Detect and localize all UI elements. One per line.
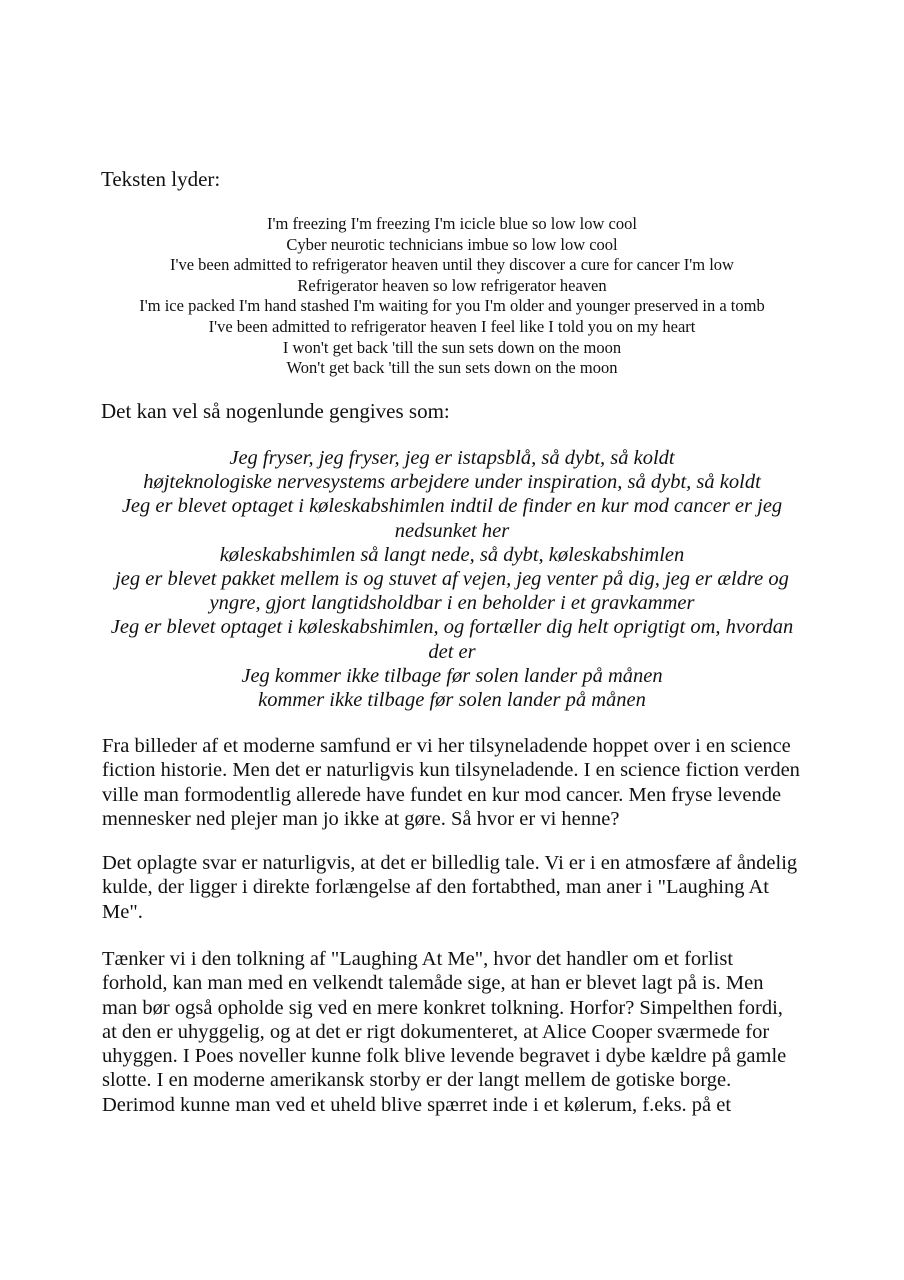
lyrics-line: I've been admitted to refrigerator heaven until they discover a cure for cancer I'm low <box>170 255 734 275</box>
lyrics-line: Cyber neurotic technicians imbue so low low cool <box>286 234 618 254</box>
translation-line: Jeg er blevet optaget i køleskabshimlen, og fortæller dig helt oprigtigt om, hvordan det er <box>110 616 794 663</box>
body-paragraph: Fra billeder af et moderne samfund er vi her tilsyneladende hoppet over i en science fiction historie. Men det er naturligvis kun tilsyneladende. I en science fiction verden ville man formodentlig allerede have fundet en kur mod cancer. Men fryse levende mennesker ned plejer man jo ikke at gøre. Så hvor er vi henne? <box>102 735 800 830</box>
lyrics-line: I'm ice packed I'm hand stashed I'm waiting for you I'm older and younger preserved in a tomb <box>139 296 765 316</box>
body-paragraph: Det oplagte svar er naturligvis, at det er billedlig tale. Vi er i en atmosfære af åndelig kulde, der ligger i direkte forlængelse af den fortabthed, man aner i "Laughing At Me". <box>102 852 798 923</box>
lyrics-line: I'm freezing I'm freezing I'm icicle blue so low low cool <box>267 214 637 233</box>
lyrics-line: I won't get back 'till the sun sets down on the moon <box>282 337 622 357</box>
body-paragraph: Tænker vi i den tolkning af "Laughing At Me", hvor det handler om et forlist forhold, kan man med en velkendt talemåde sige, at han er blevet lagt på is. Men man bør også opholde sig ved en mere konkret tolkning. Horfor? Simpelthen fordi, at den er uhyggelig, og at det er rigt dokumenteret, at Alice Cooper sværmede for uhyggen. I Poes noveller kunne folk blive levende begravet i dybe kældre på gamle slotte. I en moderne amerikansk storby er der langt mellem de gotiske borge. Derimod kunne man ved et uheld blive spærret inde i et kølerum, f.eks. på et <box>102 948 787 1116</box>
translation-line: køleskabshimlen så langt nede, så dybt, køleskabshimlen <box>219 543 685 566</box>
lyrics-line: I've been admitted to refrigerator heaven I feel like I told you on my heart <box>208 316 696 336</box>
translation-heading: Det kan vel så nogenlunde gengives som: <box>101 399 450 423</box>
lyrics-block <box>90 214 814 379</box>
translation-line: jeg er blevet pakket mellem is og stuvet af vejen, jeg venter på dig, jeg er ældre og yngre, gjort langtidsholdbar i en beholder i et gravkammer <box>115 568 789 615</box>
translation-block <box>96 446 808 712</box>
lyrics-line: Won't get back 'till the sun sets down on the moon <box>286 358 618 378</box>
translation-line: højteknologiske nervesystems arbejdere under inspiration, så dybt, så koldt <box>143 471 761 494</box>
translation-line: Jeg er blevet optaget i køleskabshimlen indtil de finder en kur mod cancer er jeg nedsunket her <box>121 495 783 542</box>
intro-heading: Teksten lyder: <box>101 167 221 191</box>
lyrics-line: Refrigerator heaven so low refrigerator heaven <box>297 275 607 295</box>
translation-line: kommer ikke tilbage før solen lander på månen <box>258 689 646 712</box>
translation-line: Jeg fryser, jeg fryser, jeg er istapsblå, så dybt, så koldt <box>229 447 675 469</box>
translation-line: Jeg kommer ikke tilbage før solen lander på månen <box>241 664 663 687</box>
